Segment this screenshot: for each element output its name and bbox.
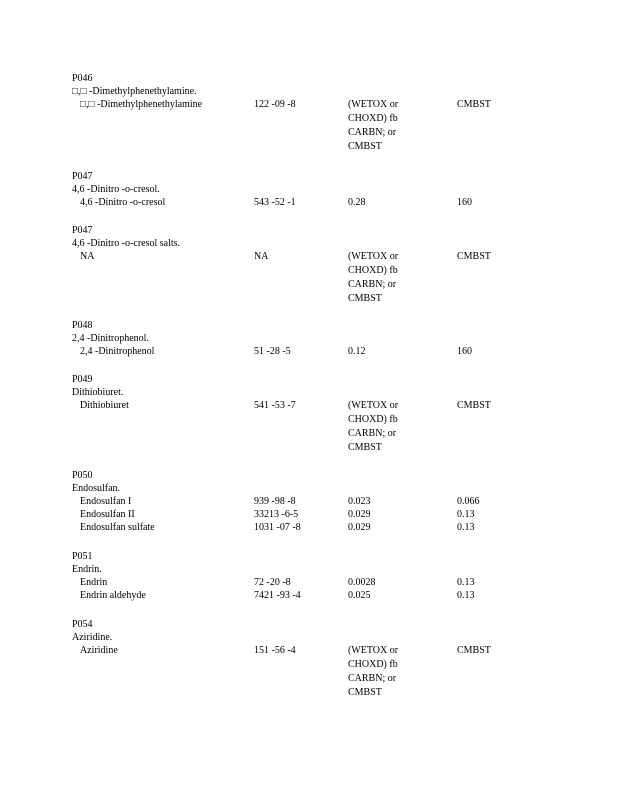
wastewater-standard: (WETOX or CHOXD) fb CARBN; or CMBST <box>348 251 399 304</box>
constituent-row <box>72 589 592 602</box>
constituent-row <box>72 399 592 453</box>
nonwastewater-standard: CMBST <box>457 645 491 656</box>
nonwastewater-standard: 0.066 <box>457 496 480 507</box>
constituent-name: NA <box>80 251 95 262</box>
waste-entry <box>72 72 592 152</box>
nonwastewater-standard: 0.13 <box>457 509 475 520</box>
wastewater-standard: 0.029 <box>348 522 371 533</box>
nonwastewater-standard: CMBST <box>457 251 491 262</box>
waste-name: □,□ -Dimethylphenethylamine. <box>72 86 197 97</box>
cas-number: 72 -20 -8 <box>254 577 291 588</box>
nonwastewater-standard: 0.13 <box>457 590 475 601</box>
waste-code: P049 <box>72 374 93 385</box>
constituent-row <box>72 521 592 534</box>
waste-name: Dithiobiuret. <box>72 387 124 398</box>
constituent-row <box>72 98 592 152</box>
constituent-row <box>72 495 592 508</box>
wastewater-standard: 0.12 <box>348 346 366 357</box>
cas-number: 122 -09 -8 <box>254 99 296 110</box>
wastewater-standard: 0.0028 <box>348 577 376 588</box>
wastewater-standard: (WETOX or CHOXD) fb CARBN; or CMBST <box>348 645 399 698</box>
waste-code: P046 <box>72 73 93 84</box>
waste-code: P048 <box>72 320 93 331</box>
wastewater-standard: 0.023 <box>348 496 371 507</box>
constituent-name: □,□ -Dimethylphenethylamine <box>80 99 203 110</box>
nonwastewater-standard: CMBST <box>457 99 491 110</box>
waste-code: P050 <box>72 470 93 481</box>
nonwastewater-standard: 160 <box>457 346 472 357</box>
waste-entry <box>72 373 592 453</box>
waste-name: 2,4 -Dinitrophenol. <box>72 333 149 344</box>
cas-number: 151 -56 -4 <box>254 645 296 656</box>
nonwastewater-standard: 0.13 <box>457 522 475 533</box>
constituent-name: 4,6 -Dinitro -o-cresol <box>80 197 166 208</box>
cas-number: NA <box>254 251 269 262</box>
constituent-name: 2,4 -Dinitrophenol <box>80 346 155 357</box>
constituent-name: Aziridine <box>80 645 118 656</box>
constituent-row <box>72 345 592 358</box>
cas-number: 939 -98 -8 <box>254 496 296 507</box>
constituent-row <box>72 196 592 209</box>
cas-number: 541 -53 -7 <box>254 400 296 411</box>
wastewater-standard: (WETOX or CHOXD) fb CARBN; or CMBST <box>348 99 399 152</box>
waste-entry <box>72 618 592 698</box>
constituent-row <box>72 508 592 521</box>
constituent-name: Endosulfan I <box>80 496 132 507</box>
wastewater-standard: 0.029 <box>348 509 371 520</box>
wastewater-standard: 0.28 <box>348 197 366 208</box>
waste-name: 4,6 -Dinitro -o-cresol salts. <box>72 238 181 249</box>
wastewater-standard: (WETOX or CHOXD) fb CARBN; or CMBST <box>348 400 399 453</box>
constituent-name: Endrin aldehyde <box>80 590 146 601</box>
nonwastewater-standard: CMBST <box>457 400 491 411</box>
constituent-name: Endrin <box>80 577 108 588</box>
cas-number: 51 -28 -5 <box>254 346 291 357</box>
waste-code: P047 <box>72 171 93 182</box>
cas-number: 1031 -07 -8 <box>254 522 301 533</box>
constituent-row <box>72 644 592 698</box>
nonwastewater-standard: 160 <box>457 197 472 208</box>
waste-entry <box>72 170 592 209</box>
waste-code: P051 <box>72 551 93 562</box>
constituent-name: Endosulfan sulfate <box>80 522 155 533</box>
waste-entry <box>72 319 592 358</box>
cas-number: 7421 -93 -4 <box>254 590 301 601</box>
waste-entry <box>72 224 592 304</box>
cas-number: 33213 -6-5 <box>254 509 299 520</box>
waste-name: Endrin. <box>72 564 102 575</box>
nonwastewater-standard: 0.13 <box>457 577 475 588</box>
waste-entry <box>72 469 592 534</box>
constituent-row <box>72 250 592 304</box>
constituent-name: Dithiobiuret <box>80 400 129 411</box>
wastewater-standard: 0.025 <box>348 590 371 601</box>
waste-name: Endosulfan. <box>72 483 121 494</box>
constituent-name: Endosulfan II <box>80 509 135 520</box>
waste-code: P047 <box>72 225 93 236</box>
constituent-row <box>72 576 592 589</box>
cas-number: 543 -52 -1 <box>254 197 296 208</box>
waste-name: 4,6 -Dinitro -o-cresol. <box>72 184 160 195</box>
waste-entry <box>72 550 592 602</box>
waste-code: P054 <box>72 619 93 630</box>
waste-name: Aziridine. <box>72 632 113 643</box>
